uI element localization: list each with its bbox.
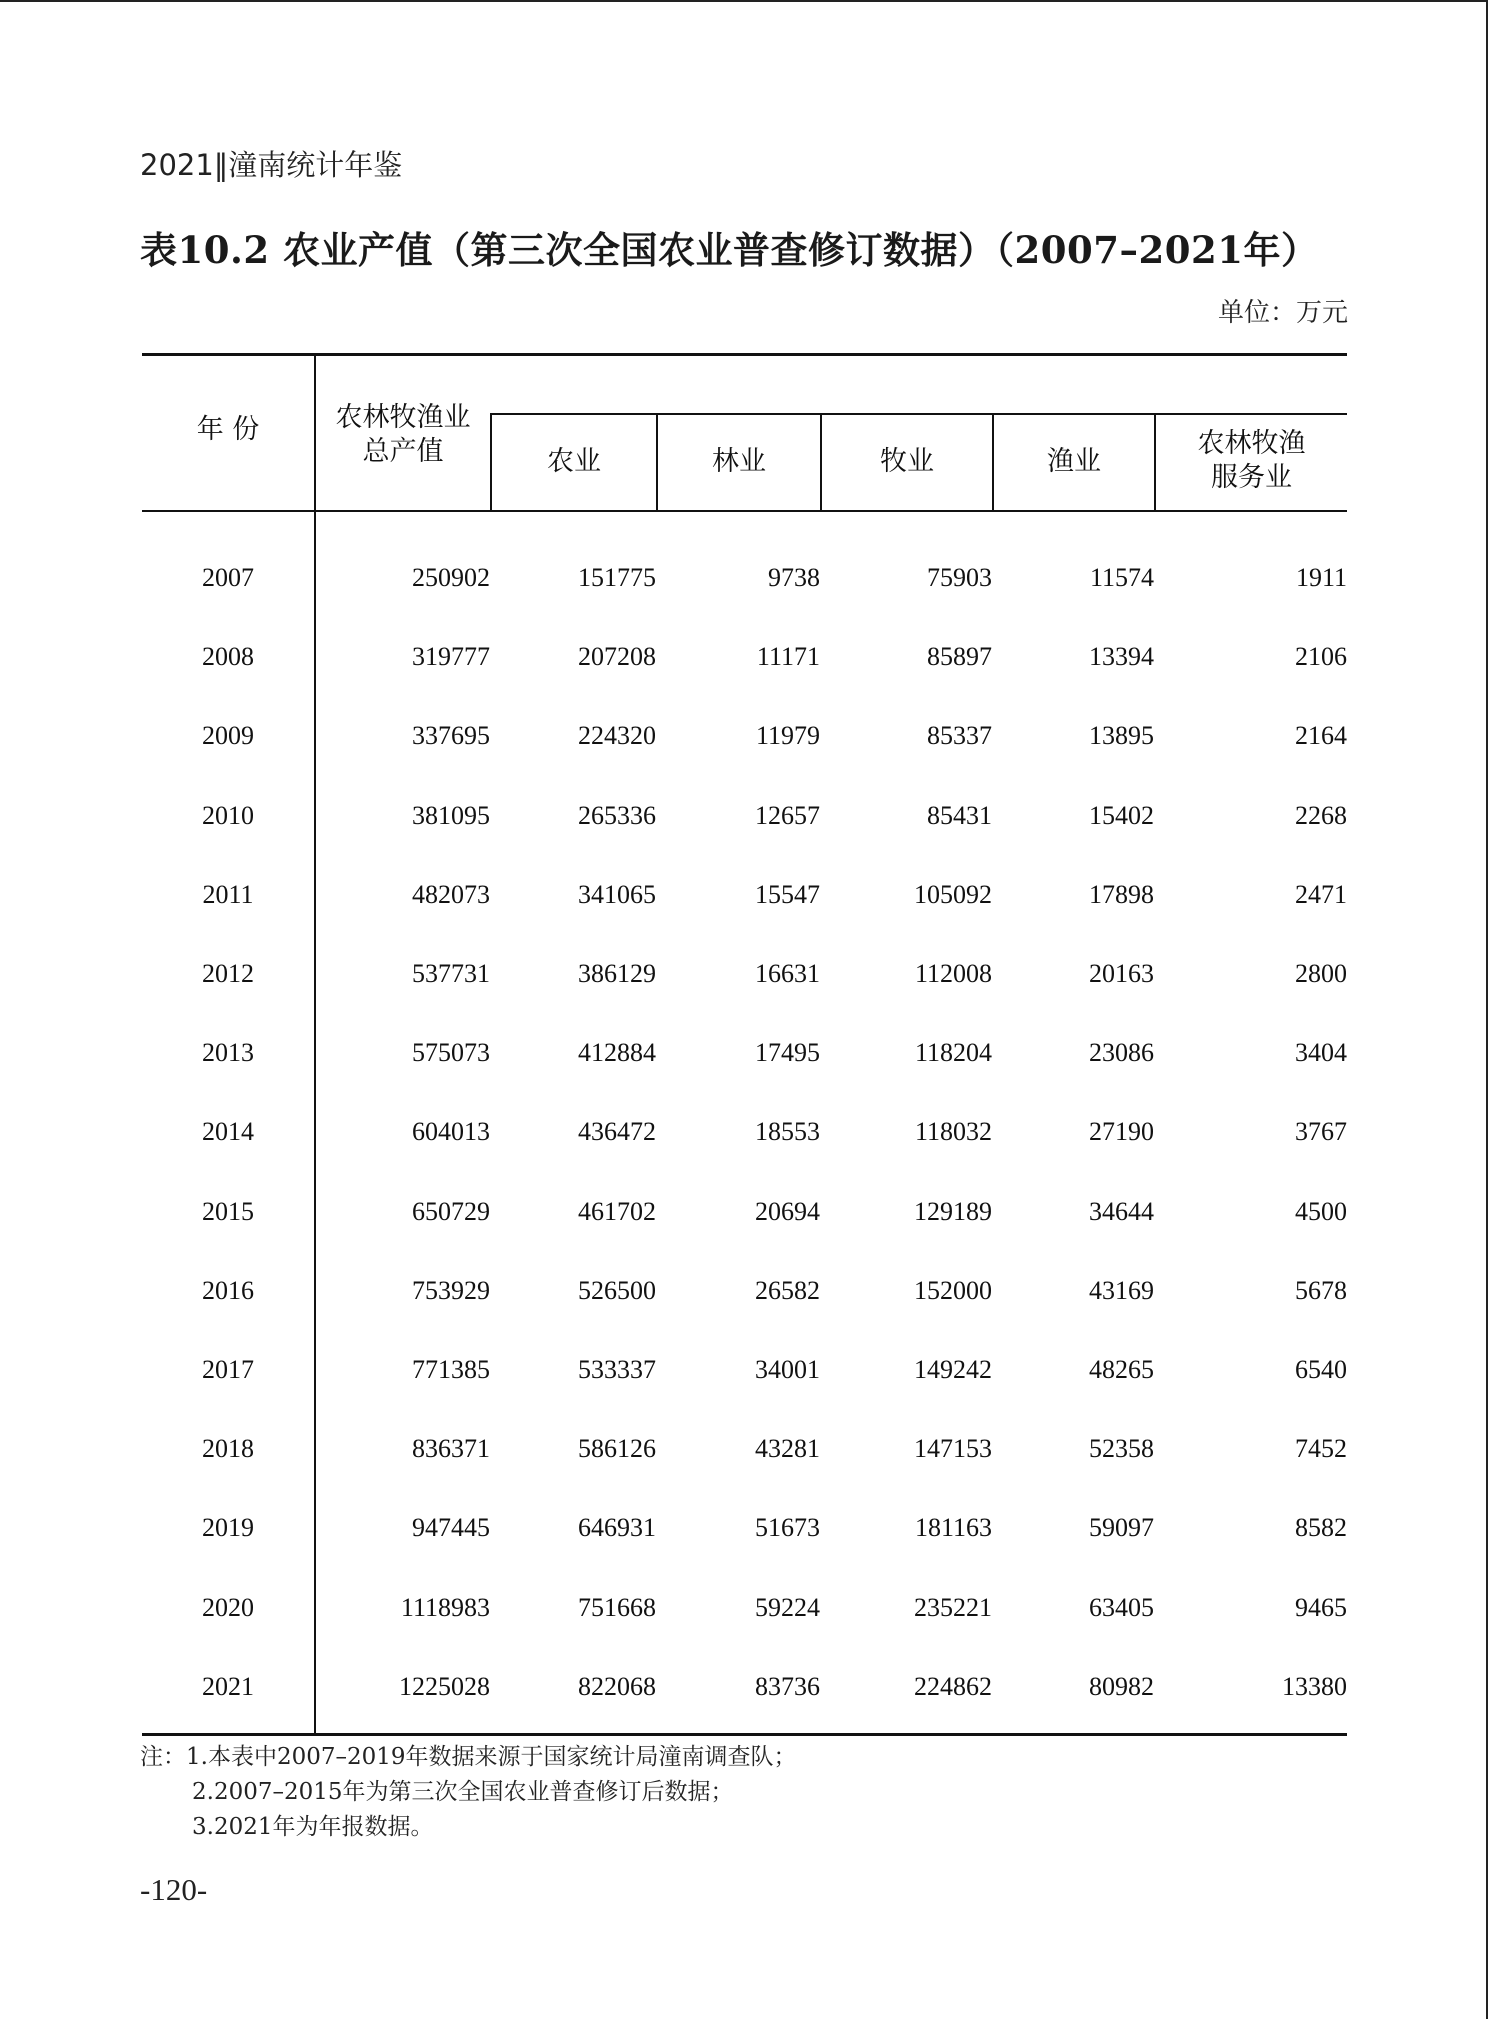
livestock-cell: 152000 [914, 1275, 992, 1305]
livestock-cell: 112008 [914, 959, 992, 988]
fishery-cell: 20163 [1089, 959, 1154, 988]
total-cell: 947445 [412, 1513, 490, 1543]
livestock-cell: 235221 [914, 1592, 992, 1622]
service-cell: 3404 [1295, 1038, 1347, 1068]
forest-cell: 20694 [755, 1196, 820, 1226]
table-row [142, 716, 1347, 756]
year-cell: 2014 [202, 1117, 254, 1147]
forest-cell: 15547 [755, 879, 820, 909]
forest-cell: 17495 [755, 1038, 820, 1068]
year-cell: 2008 [202, 642, 254, 672]
fishery-cell: 63405 [1089, 1592, 1154, 1622]
table-row [142, 1112, 1347, 1152]
fishery-cell: 48265 [1089, 1355, 1154, 1384]
service-cell: 8582 [1295, 1513, 1347, 1543]
note-2: 2.2007–2015年为第三次全国农业普查修订后数据； [192, 1779, 734, 1805]
service-cell: 1911 [1295, 563, 1347, 592]
year-cell: 2016 [202, 1275, 254, 1305]
table-row [142, 1271, 1347, 1311]
service-cell: 5678 [1295, 1275, 1347, 1305]
agri-cell: 151775 [578, 563, 656, 592]
total-cell: 604013 [412, 1117, 490, 1147]
fishery-cell: 80982 [1089, 1671, 1154, 1701]
page-border-top [0, 0, 1488, 2]
livestock-cell: 85337 [927, 721, 992, 751]
forest-cell: 9738 [768, 563, 820, 592]
table-row [142, 796, 1347, 836]
livestock-cell: 118204 [914, 1038, 992, 1068]
year-cell: 2011 [202, 879, 254, 909]
service-cell: 2800 [1295, 959, 1347, 988]
year-cell: 2019 [202, 1513, 254, 1543]
forest-cell: 16631 [755, 959, 820, 988]
table-row [142, 1033, 1347, 1073]
agri-cell: 207208 [578, 642, 656, 672]
stub-header: 年 份 [196, 414, 260, 445]
year-cell: 2013 [202, 1038, 254, 1068]
subheader-rule [490, 413, 1347, 415]
agri-cell: 436472 [578, 1117, 656, 1147]
livestock-cell: 118032 [914, 1117, 992, 1147]
forest-cell: 11979 [755, 721, 820, 751]
service-cell: 4500 [1295, 1196, 1347, 1226]
fishery-cell: 17898 [1089, 879, 1154, 909]
note-1: 注：1.本表中2007–2019年数据来源于国家统计局潼南调查队； [140, 1744, 797, 1770]
table-row [142, 954, 1347, 994]
forest-cell: 26582 [755, 1275, 820, 1305]
table-row [142, 1667, 1347, 1707]
forest-cell: 59224 [755, 1592, 820, 1622]
agri-cell: 533337 [578, 1355, 656, 1384]
agri-cell: 822068 [578, 1671, 656, 1701]
agri-cell: 586126 [578, 1434, 656, 1464]
livestock-cell: 85431 [927, 800, 992, 830]
year-cell: 2018 [202, 1434, 254, 1464]
total-cell: 1118983 [400, 1592, 490, 1622]
services-header-line2: 服务业 [1211, 462, 1292, 493]
service-cell: 6540 [1295, 1355, 1347, 1384]
page-number: -120- [140, 1872, 208, 1907]
total-cell: 337695 [412, 721, 490, 751]
service-cell: 2471 [1295, 879, 1347, 909]
total-cell: 771385 [412, 1355, 490, 1384]
total-header [316, 401, 490, 469]
total-header-line2: 总产值 [362, 436, 444, 467]
table-row [142, 1192, 1347, 1232]
table-row [142, 637, 1347, 677]
agri-cell: 265336 [578, 800, 656, 830]
service-cell: 2268 [1295, 800, 1347, 830]
services-header-line1: 农林牧渔 [1197, 428, 1306, 459]
table-row [142, 1350, 1347, 1390]
year-cell: 2012 [202, 959, 254, 988]
service-cell: 9465 [1295, 1592, 1347, 1622]
fishery-cell: 52358 [1089, 1434, 1154, 1464]
note-3: 3.2021年为年报数据。 [192, 1814, 434, 1840]
livestock-cell: 224862 [914, 1671, 992, 1701]
year-cell: 2010 [202, 800, 254, 830]
service-cell: 2106 [1295, 642, 1347, 672]
agri-cell: 412884 [578, 1038, 656, 1068]
forest-cell: 43281 [755, 1434, 820, 1464]
total-cell: 753929 [412, 1275, 490, 1305]
livestock-cell: 85897 [927, 642, 992, 672]
livestock-cell: 105092 [914, 879, 992, 909]
header-agriculture: 农业 [547, 446, 601, 477]
fishery-cell: 13895 [1089, 721, 1154, 751]
livestock-cell: 149242 [914, 1355, 992, 1384]
fishery-cell: 59097 [1089, 1513, 1154, 1543]
year-cell: 2021 [202, 1671, 254, 1701]
year-cell: 2007 [202, 563, 254, 592]
table-title: 表10.2 农业产值（第三次全国农业普查修订数据）（2007–2021年） [140, 228, 1319, 272]
forest-cell: 12657 [755, 800, 820, 830]
livestock-cell: 181163 [914, 1513, 992, 1543]
year-cell: 2020 [202, 1592, 254, 1622]
total-cell: 575073 [412, 1038, 490, 1068]
running-header: 2021‖潼南统计年鉴 [140, 148, 403, 182]
livestock-cell: 75903 [927, 563, 992, 592]
service-cell: 3767 [1295, 1117, 1347, 1147]
fishery-cell: 43169 [1089, 1275, 1154, 1305]
service-cell: 7452 [1295, 1434, 1347, 1464]
year-cell: 2015 [202, 1196, 254, 1226]
year-cell: 2017 [202, 1355, 254, 1384]
fishery-cell: 27190 [1089, 1117, 1154, 1147]
total-cell: 1225028 [399, 1671, 490, 1701]
agri-cell: 461702 [578, 1196, 656, 1226]
fishery-cell: 13394 [1089, 642, 1154, 672]
table-bottom-rule [142, 1733, 1347, 1736]
fishery-cell: 11574 [1089, 563, 1154, 592]
total-cell: 319777 [412, 642, 490, 672]
table-row [142, 1508, 1347, 1548]
agri-cell: 341065 [578, 879, 656, 909]
forest-cell: 11171 [756, 642, 820, 672]
total-cell: 537731 [412, 959, 490, 988]
forest-cell: 34001 [755, 1355, 820, 1384]
service-cell: 13380 [1282, 1671, 1347, 1701]
table-row [142, 1588, 1347, 1628]
notes [140, 1740, 797, 1845]
header-livestock: 牧业 [880, 446, 934, 477]
agri-cell: 646931 [578, 1513, 656, 1543]
service-cell: 2164 [1295, 721, 1347, 751]
forest-cell: 18553 [755, 1117, 820, 1147]
agri-cell: 526500 [578, 1275, 656, 1305]
table-row [142, 558, 1347, 598]
table-top-rule [142, 353, 1347, 356]
total-cell: 381095 [412, 800, 490, 830]
agri-cell: 751668 [578, 1592, 656, 1622]
year-cell: 2009 [202, 721, 254, 751]
livestock-cell: 147153 [914, 1434, 992, 1464]
livestock-cell: 129189 [914, 1196, 992, 1226]
fishery-cell: 15402 [1089, 800, 1154, 830]
total-cell: 482073 [412, 879, 490, 909]
header-fishery: 渔业 [1047, 446, 1101, 477]
header-services [1156, 427, 1347, 495]
forest-cell: 51673 [755, 1513, 820, 1543]
forest-cell: 83736 [755, 1671, 820, 1701]
header-bottom-rule [142, 510, 1347, 512]
table-row [142, 875, 1347, 915]
total-cell: 650729 [412, 1196, 490, 1226]
unit-label: 单位：万元 [1217, 298, 1348, 328]
header-forestry: 林业 [712, 446, 766, 477]
agri-cell: 386129 [578, 959, 656, 988]
fishery-cell: 23086 [1089, 1038, 1154, 1068]
total-cell: 836371 [412, 1434, 490, 1464]
fishery-cell: 34644 [1089, 1196, 1154, 1226]
agri-cell: 224320 [578, 721, 656, 751]
table-row [142, 1429, 1347, 1469]
total-cell: 250902 [412, 563, 490, 592]
total-header-line1: 农林牧渔业 [335, 402, 471, 433]
